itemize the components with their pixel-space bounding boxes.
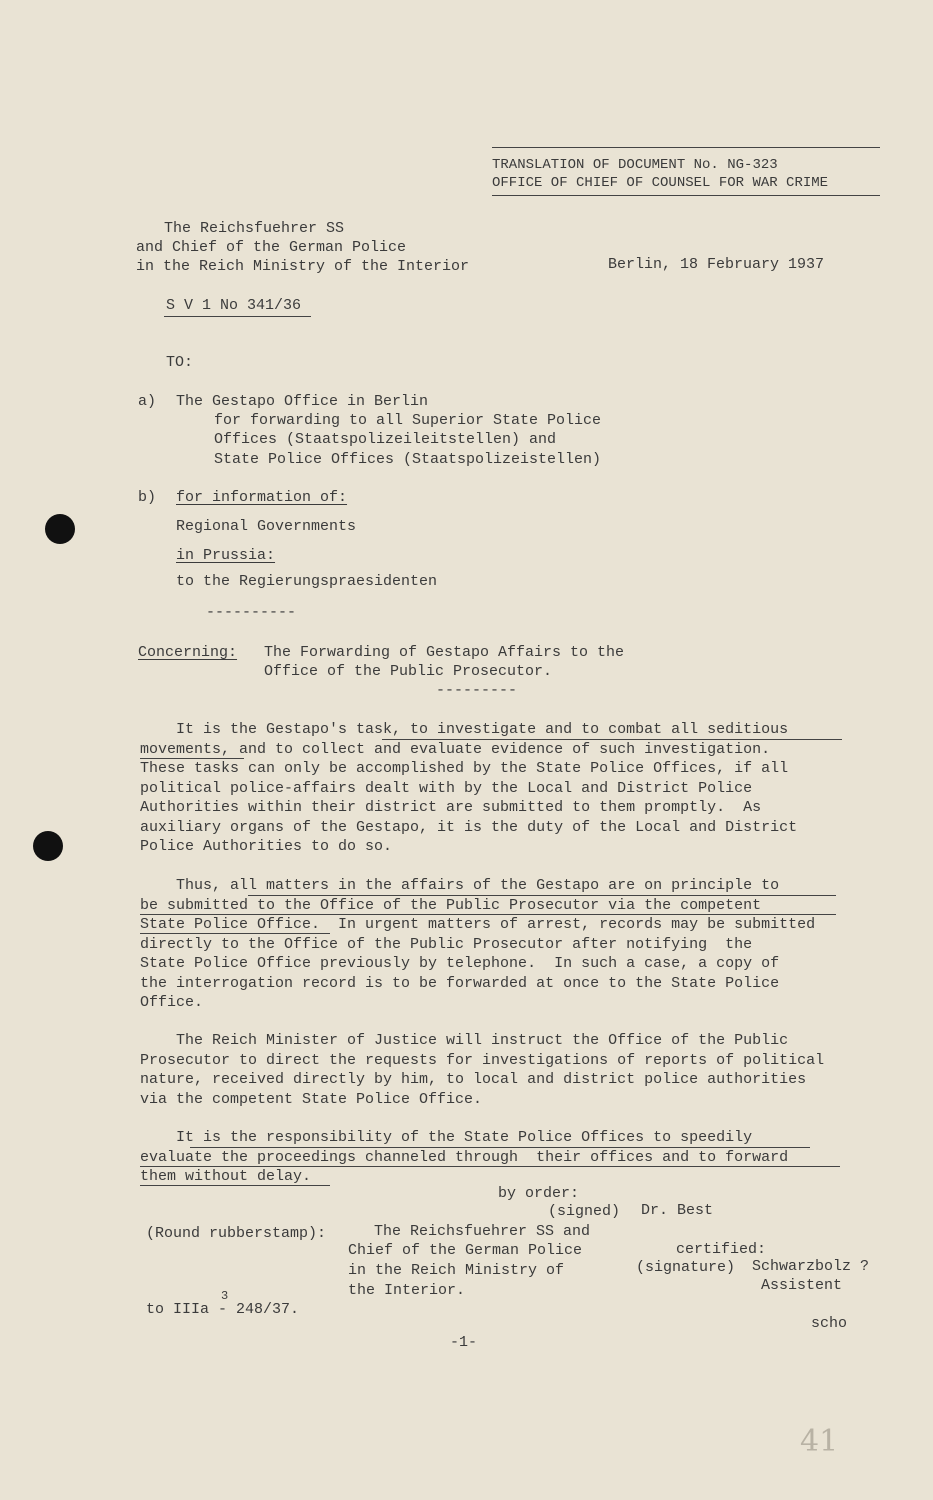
paragraph-line: them without delay. (140, 1168, 312, 1185)
page-number: -1- (450, 1334, 478, 1351)
paragraph-line: Prosecutor to direct the requests for investigations of reports of political (140, 1051, 825, 1069)
recipient-a-line-1: The Gestapo Office in Berlin (176, 393, 429, 410)
recipient-a-line-2: for forwarding to all Superior State Police (214, 412, 602, 429)
sender-line-2: and Chief of the German Police (136, 239, 407, 256)
p2-underline-c (140, 933, 330, 934)
stamp-line-4: the Interior. (348, 1282, 466, 1299)
sender-line-1: The Reichsfuehrer SS (164, 220, 345, 237)
paragraph-line: State Police Office previously by telephone. In such a case, a copy of (140, 955, 780, 972)
paragraph-line: be submitted to the Office of the Public Prosecutor via the competent (140, 896, 762, 914)
header-bottom-rule (492, 195, 880, 196)
paragraph-line: via the competent State Police Office. (140, 1090, 483, 1108)
paragraph-line: It is the Gestapo's task, to investigate and to combat all seditious (140, 721, 789, 738)
paragraph-line: movements, and to collect and evaluate evidence of such investigation. (140, 740, 771, 758)
paragraph-line: directly to the Office of the Public Prosecutor after notifying the (140, 935, 753, 953)
recipient-b-line-4: to the Regierungspraesidenten (176, 573, 438, 590)
stamp-line-3: in the Reich Ministry of (348, 1262, 565, 1279)
signed-label: (signed) (548, 1203, 621, 1220)
certifier-title: Assistent (761, 1277, 843, 1294)
by-order: by order: (498, 1185, 580, 1202)
sender-line-3: in the Reich Ministry of the Interior (136, 258, 470, 275)
stamp-label: (Round rubberstamp): (146, 1225, 327, 1242)
paragraph-line: State Police Office. In urgent matters of arrest, records may be submitted (140, 916, 816, 933)
certified-label: certified: (676, 1241, 767, 1258)
stamp-line-1: The Reichsfuehrer SS and (374, 1223, 591, 1240)
certifier-name: Schwarzbolz ? (752, 1258, 870, 1275)
certifier-label: (signature) (636, 1259, 736, 1276)
p4-underline-b (140, 1166, 840, 1167)
paragraph-line: Office. (140, 994, 204, 1011)
concerning-line-1: The Forwarding of Gestapo Affairs to the (264, 644, 625, 661)
paragraph-line: Thus, all matters in the affairs of the Gestapo are on principle to (140, 877, 780, 894)
recipient-b-line-3: in Prussia: (176, 547, 276, 564)
paragraph-line: political police-affairs dealt with by the Local and District Police (140, 779, 753, 797)
paragraph-line: It is the responsibility of the State Police Offices to speedily (140, 1129, 753, 1146)
paragraph-line: Police Authorities to do so. (140, 838, 393, 855)
recipients-separator: ---------- (206, 604, 297, 621)
paragraph-line: auxiliary organs of the Gestapo, it is the duty of the Local and District (140, 818, 798, 836)
paragraph-1 (140, 720, 797, 857)
paragraph-3 (140, 1031, 824, 1109)
reference-number: S V 1 No 341/36 (166, 297, 302, 314)
header-line-2: OFFICE OF CHIEF OF COUNSEL FOR WAR CRIME (492, 175, 829, 191)
p1-underline-a (382, 739, 842, 740)
p2-underline-a (248, 895, 836, 896)
paragraph-line: evaluate the proceedings channeled through their offices and to forward (140, 1148, 789, 1166)
p4-underline-c (140, 1185, 330, 1186)
paragraph-line: The Reich Minister of Justice will instruct the Office of the Public (140, 1032, 789, 1049)
punch-hole-top (45, 514, 75, 544)
to-label: TO: (166, 354, 194, 371)
file-ref-superscript: 3 (221, 1289, 229, 1303)
concerning-label: Concerning: (138, 644, 238, 661)
paragraph-line: Authorities within their district are submitted to them promptly. As (140, 799, 762, 816)
file-reference: to IIIa - 248/37. (146, 1301, 300, 1318)
p2-underline-b (140, 914, 836, 915)
p4-underline-a (190, 1147, 810, 1148)
recipient-b-label: b) (138, 489, 157, 506)
recipient-a-label: a) (138, 393, 157, 410)
paragraph-2 (140, 876, 815, 1013)
paragraph-line: These tasks can only be accomplished by the State Police Offices, if all (140, 760, 789, 777)
handwritten-page-number: 41 (800, 1424, 839, 1459)
signer-name: Dr. Best (641, 1202, 714, 1219)
stamp-line-2: Chief of the German Police (348, 1242, 583, 1259)
paragraph-line: nature, received directly by him, to local and district police authorities (140, 1071, 807, 1088)
recipient-a-line-3: Offices (Staatspolizeileitstellen) and (214, 431, 557, 448)
recipient-b-line-1: for information of: (176, 489, 348, 506)
punch-hole-bottom (33, 831, 63, 861)
header-line-1: TRANSLATION OF DOCUMENT No. NG-323 (492, 157, 778, 173)
typist-initials: scho (811, 1315, 848, 1332)
recipient-b-line-2: Regional Governments (176, 518, 357, 535)
recipient-a-line-4: State Police Offices (Staatspolizeistellen) (214, 451, 602, 468)
header-top-rule (492, 147, 880, 148)
paragraph-4 (140, 1128, 788, 1187)
concerning-line-2: Office of the Public Prosecutor. (264, 663, 553, 680)
paragraph-line: the interrogation record is to be forwarded at once to the State Police (140, 974, 780, 992)
reference-underline (164, 316, 311, 317)
letter-date: Berlin, 18 February 1937 (608, 256, 825, 273)
p1-underline-b (140, 758, 244, 759)
concerning-separator: --------- (436, 682, 518, 699)
